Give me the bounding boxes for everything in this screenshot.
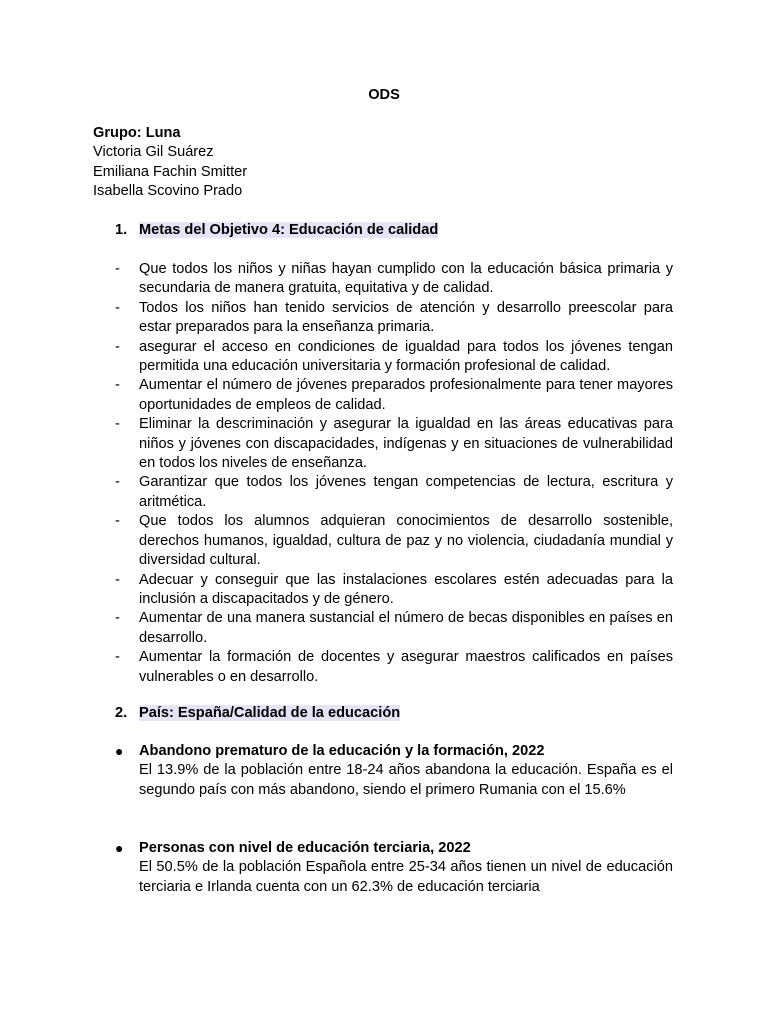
section-number: 2. <box>115 705 128 721</box>
list-item <box>115 609 673 648</box>
dash-bullet: - <box>115 261 120 277</box>
group-member: Isabella Scovino Prado <box>93 183 243 200</box>
list-item <box>115 338 673 377</box>
group-block <box>93 124 247 202</box>
dash-bullet: - <box>115 416 120 433</box>
dash-bullet: - <box>115 610 120 627</box>
section-number: 1. <box>115 222 128 238</box>
dot-bullet: ● <box>115 743 124 759</box>
list-item-text: asegurar el acceso en condiciones de igualdad para todos los jóvenes tengan permitida una educación universitaria y formación profesional de calidad. <box>139 338 673 375</box>
list-item-text: Que todos los niños y niñas hayan cumplido con la educación básica primaria y secundaria de manera gratuita, equitativa y de calidad. <box>139 261 673 297</box>
fact-text: El 50.5% de la población Española entre 25-34 años tienen un nivel de educación terciaria e Irlanda cuenta con un 62.3% de educación terciaria <box>139 859 673 895</box>
dash-bullet: - <box>115 571 120 588</box>
section-2-heading <box>115 704 400 723</box>
dash-bullet: - <box>115 338 120 355</box>
section-title: País: España/Calidad de la educación <box>139 705 401 721</box>
dash-bullet: - <box>115 649 120 666</box>
goals-list <box>115 260 673 687</box>
list-item-text: Eliminar la descriminación y asegurar la igualdad en las áreas educativas para niños y jóvenes con discapacidades, indígenas y en situaciones de vulnerabilidad en todos los niveles de enseñanza. <box>139 416 673 472</box>
list-item-text: Adecuar y conseguir que las instalaciones escolares estén adecuadas para la inclusión a discapacitados y de género. <box>139 571 673 607</box>
dash-bullet: - <box>115 377 120 394</box>
section-1-heading <box>115 221 438 240</box>
list-item-text: Que todos los alumnos adquieran conocimientos de desarrollo sostenible, derechos humanos, igualdad, cultura de paz y no violencia, ciudadanía mundial y diversidad cultural. <box>139 513 673 569</box>
dash-bullet: - <box>115 299 120 316</box>
fact-block <box>115 839 673 897</box>
list-item-text: Aumentar el número de jóvenes preparados profesionalmente para tener mayores oportunidades de empleos de calidad. <box>139 377 673 413</box>
section-title: Metas del Objetivo 4: Educación de calidad <box>139 222 439 238</box>
list-item <box>115 571 673 610</box>
group-label: Grupo: Luna <box>93 125 181 141</box>
fact-block <box>115 742 673 800</box>
group-member: Victoria Gil Suárez <box>93 144 214 161</box>
fact-title: Abandono prematuro de la educación y la formación, 2022 <box>139 743 545 759</box>
dash-bullet: - <box>115 513 120 530</box>
list-item-text: Todos los niños han tenido servicios de atención y desarrollo preescolar para estar preparados para la enseñanza primaria. <box>139 299 673 336</box>
list-item <box>115 376 673 415</box>
fact-item <box>115 839 673 897</box>
dash-bullet: - <box>115 474 120 491</box>
list-item-text: Aumentar la formación de docentes y asegurar maestros calificados en países vulnerables o en desarrollo. <box>139 649 673 685</box>
fact-item <box>115 742 673 800</box>
document-title: ODS <box>368 87 400 103</box>
list-item <box>115 648 673 687</box>
list-item <box>115 512 673 570</box>
list-item <box>115 299 673 338</box>
list-item-text: Aumentar de una manera sustancial el número de becas disponibles en países en desarrollo. <box>139 610 673 646</box>
list-item-text: Garantizar que todos los jóvenes tengan competencias de lectura, escritura y aritmética. <box>139 474 673 510</box>
fact-text: El 13.9% de la población entre 18-24 años abandona la educación. España es el segundo país con más abandono, siendo el primero Rumania con el 15.6% <box>139 762 673 798</box>
group-member: Emiliana Fachin Smitter <box>93 163 248 180</box>
dot-bullet: ● <box>115 840 124 856</box>
list-item <box>115 415 673 473</box>
list-item <box>115 260 673 299</box>
fact-title: Personas con nivel de educación terciaria, 2022 <box>139 840 471 856</box>
list-item <box>115 473 673 512</box>
